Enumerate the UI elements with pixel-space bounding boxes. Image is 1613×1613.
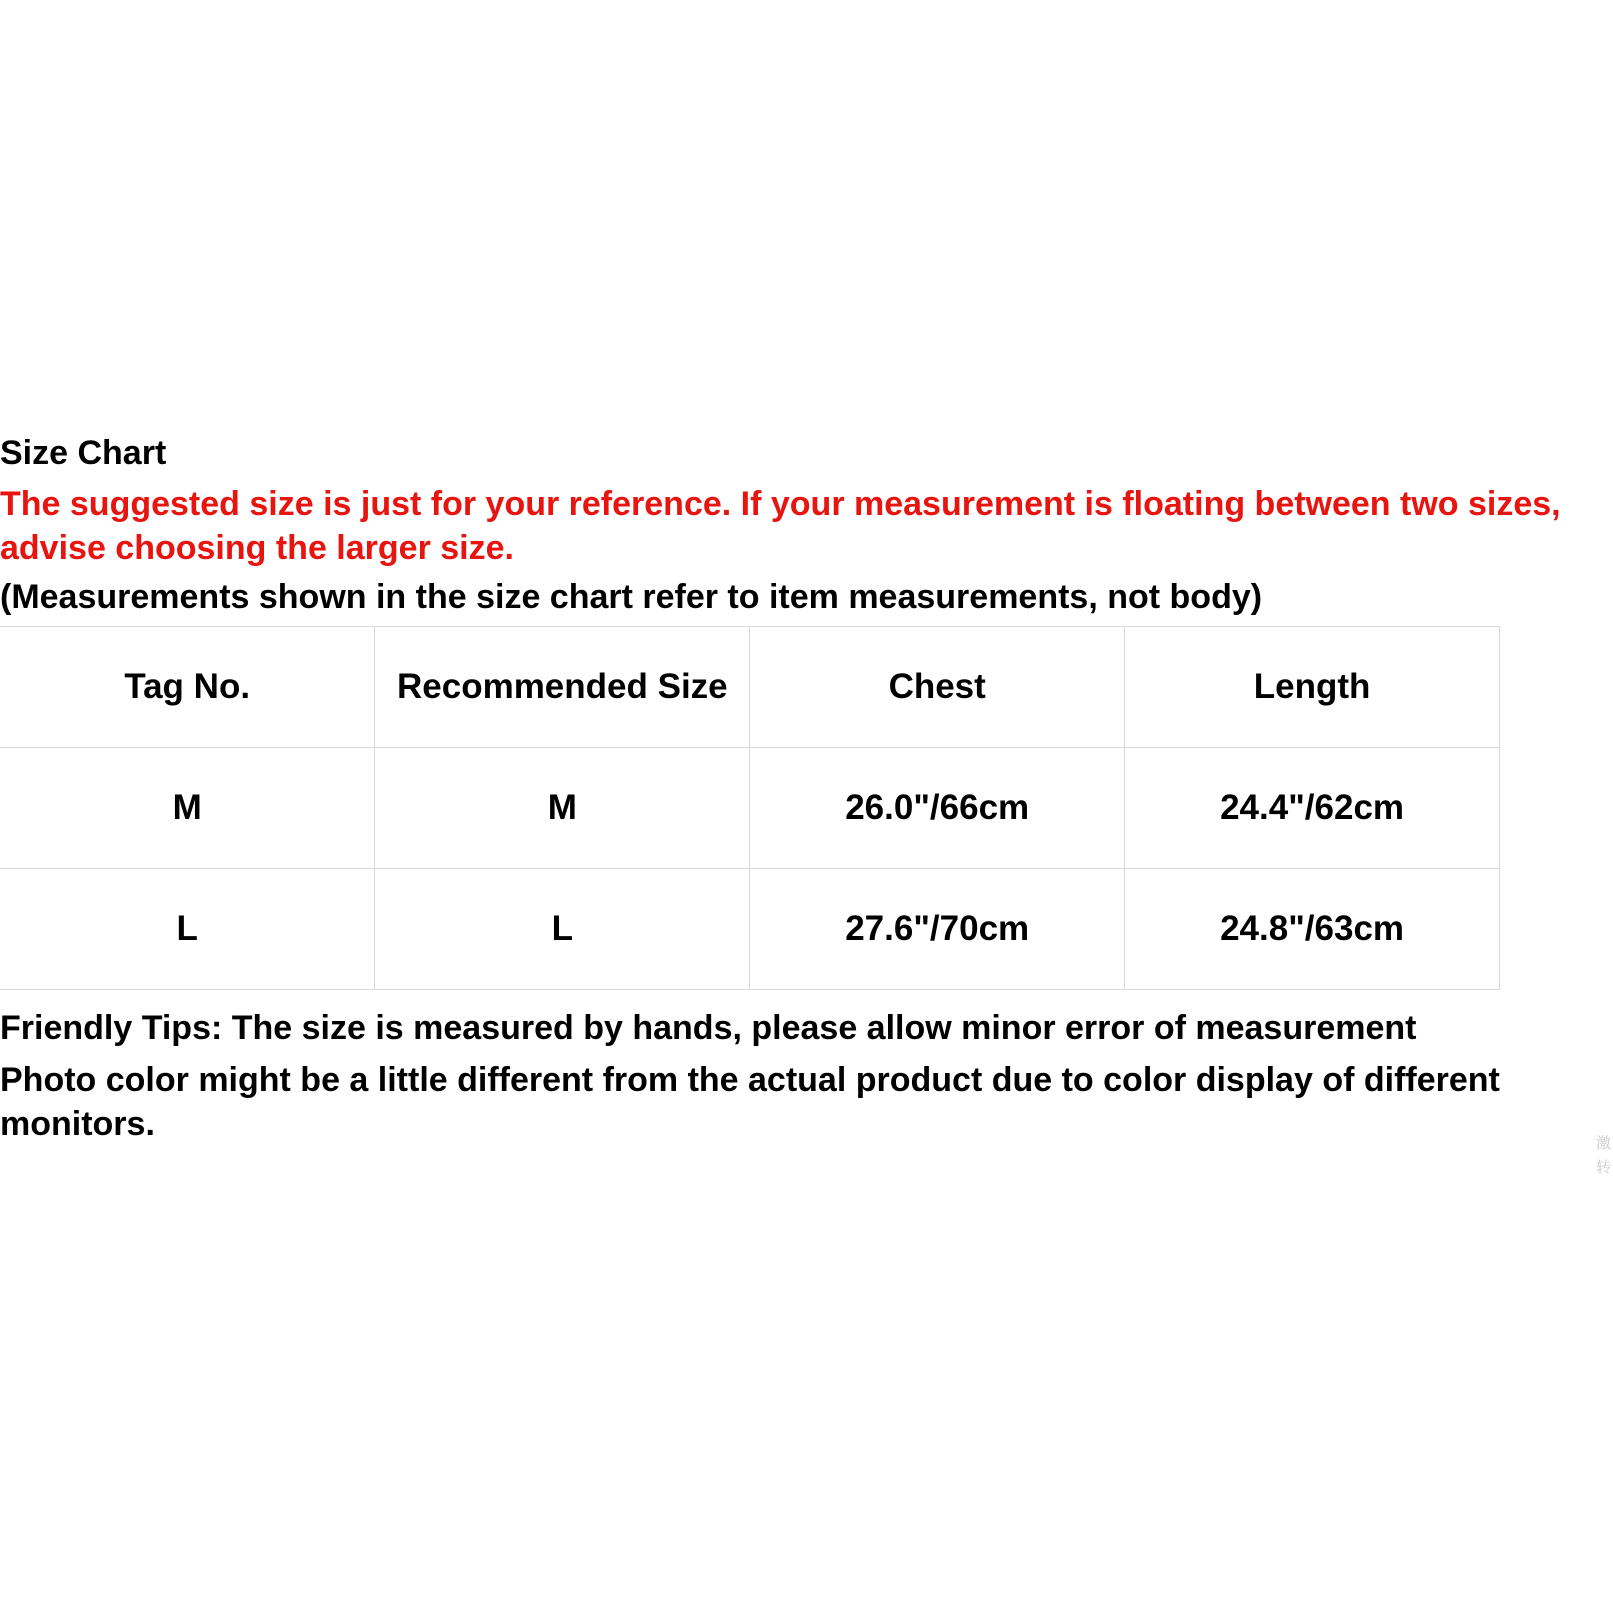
table-row [0,869,1500,990]
cell-chest: 27.6"/70cm [750,869,1125,990]
size-chart-section [0,432,1613,1146]
table-header-row [0,627,1500,748]
cell-length: 24.8"/63cm [1125,869,1500,990]
cell-chest: 26.0"/66cm [750,748,1125,869]
header-tag-no: Tag No. [0,627,375,748]
size-notice: The suggested size is just for your reference. If your measurement is floating between two sizes, advise choosing the larger size. [0,485,1561,567]
cell-recommended-size: L [375,869,750,990]
header-chest: Chest [750,627,1125,748]
cell-tag-no: L [0,869,375,990]
cell-recommended-size: M [375,748,750,869]
photo-color-note: Photo color might be a little different from the actual product due to color display of different monitors. [0,1061,1500,1143]
table-row [0,748,1500,869]
size-chart-title: Size Chart [0,434,167,472]
watermark [1596,1132,1613,1180]
size-table [0,626,1500,990]
header-recommended-size: Recommended Size [375,627,750,748]
friendly-tips: Friendly Tips: The size is measured by hands, please allow minor error of measurement [0,1009,1417,1047]
cell-length: 24.4"/62cm [1125,748,1500,869]
measurement-note: (Measurements shown in the size chart refer to item measurements, not body) [0,578,1263,616]
cell-tag-no: M [0,748,375,869]
watermark-line: 激 [1596,1135,1612,1152]
header-length: Length [1125,627,1500,748]
watermark-line: 转 [1596,1159,1612,1176]
